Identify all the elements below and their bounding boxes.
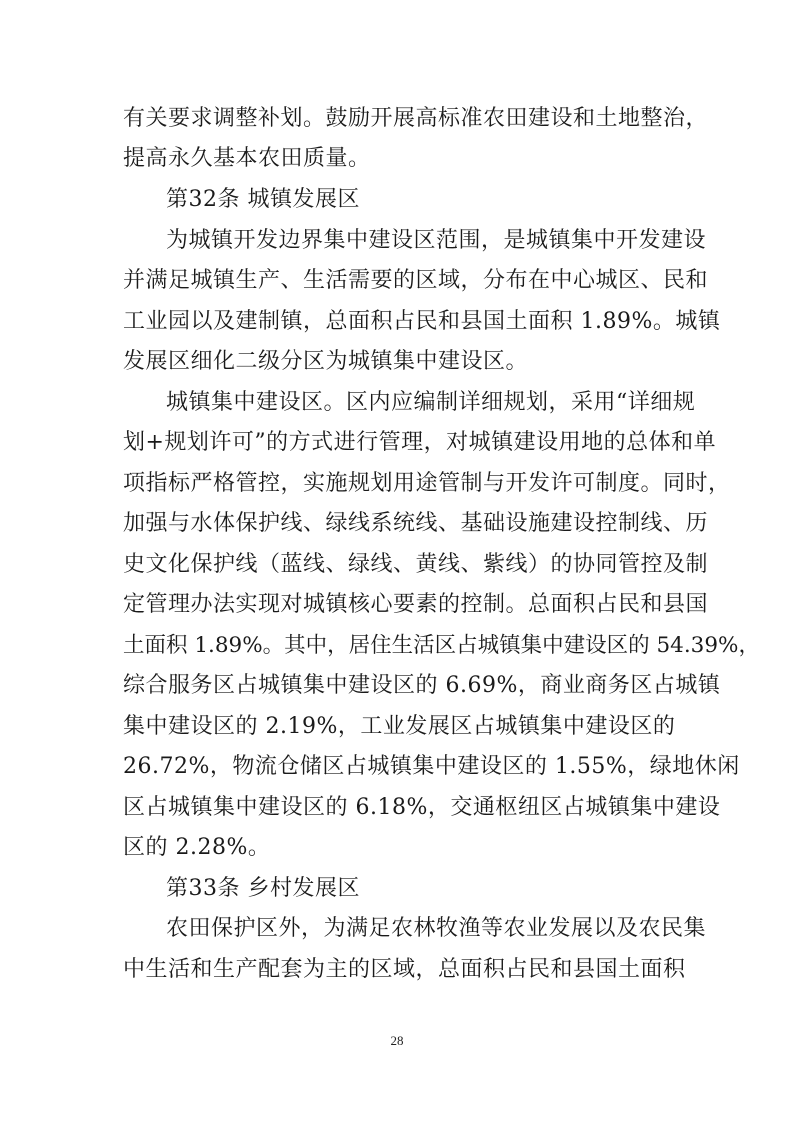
text-line: 项指标严格管控，实施规划用途管制与开发许可制度。同时，: [123, 471, 731, 496]
text-line: 中生活和生产配套为主的区域，总面积占民和县国土面积: [123, 957, 686, 982]
text-line: 综合服务区占城镇集中建设区的 6.69%，商业商务区占城镇: [123, 673, 721, 698]
text-line: 区的 2.28%。: [123, 835, 271, 860]
text-line: 加强与水体保护线、绿线系统线、基础设施建设控制线、历: [123, 511, 709, 536]
page-number: 28: [390, 1033, 404, 1048]
text-line: 定管理办法实现对城镇核心要素的控制。总面积占民和县国: [123, 592, 709, 617]
text-line: 集中建设区的 2.19%，工业发展区占城镇集中建设区的: [123, 714, 676, 739]
text-line: 区占城镇集中建设区的 6.18%，交通枢纽区占城镇集中建设: [123, 795, 721, 820]
text-line: 有关要求调整补划。鼓励开展高标准农田建设和土地整治，: [123, 106, 709, 131]
article-heading-33: 第33条 乡村发展区: [166, 876, 360, 901]
text-line: 史文化保护线（蓝线、绿线、黄线、紫线）的协同管控及制: [123, 552, 709, 577]
text-line: 划+规划许可”的方式进行管理，对城镇建设用地的总体和单: [123, 430, 717, 455]
text-line: 城镇集中建设区。区内应编制详细规划，采用“详细规: [166, 390, 696, 415]
text-line: 提高永久基本农田质量。: [123, 146, 371, 171]
text-line: 并满足城镇生产、生活需要的区域，分布在中心城区、民和: [123, 268, 709, 293]
text-line: 为城镇开发边界集中建设区范围，是城镇集中开发建设: [166, 228, 707, 253]
text-line: 工业园以及建制镇，总面积占民和县国土面积 1.89%。城镇: [123, 309, 721, 334]
text-line: 26.72%，物流仓储区占城镇集中建设区的 1.55%，绿地休闲: [123, 754, 740, 779]
text-line: 农田保护区外，为满足农林牧渔等农业发展以及农民集: [166, 916, 707, 941]
text-line: 土面积 1.89%。其中，居住生活区占城镇集中建设区的 54.39%，: [123, 633, 760, 658]
text-line: 发展区细化二级分区为城镇集中建设区。: [123, 349, 529, 374]
article-heading-32: 第32条 城镇发展区: [166, 187, 360, 212]
